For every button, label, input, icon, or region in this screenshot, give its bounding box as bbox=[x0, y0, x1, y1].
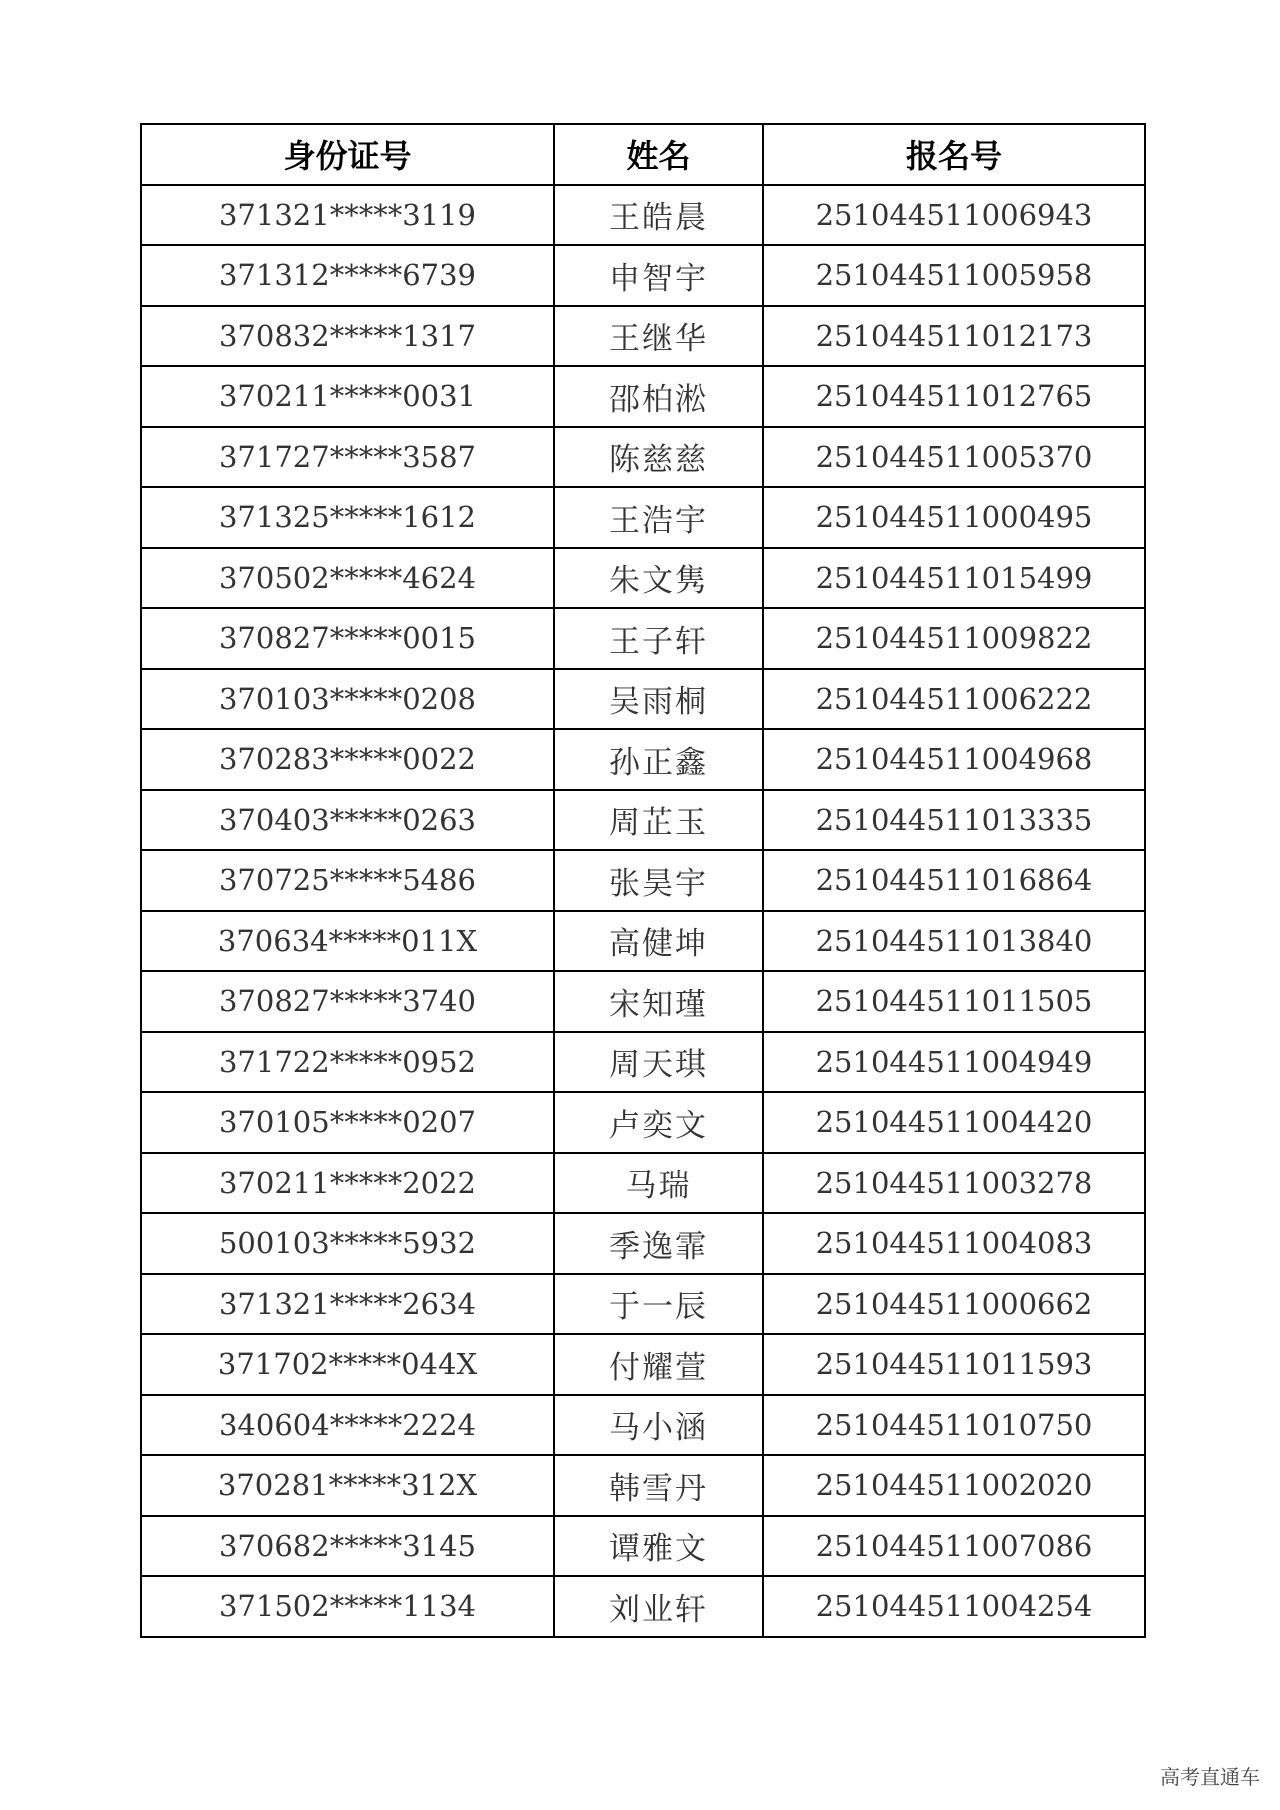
registration-number-cell: 251044511005958 bbox=[763, 245, 1145, 306]
id-number-cell: 371722*****0952 bbox=[141, 1032, 554, 1093]
registration-number-cell: 251044511005370 bbox=[763, 427, 1145, 488]
roster-table bbox=[140, 123, 1146, 1638]
registration-number-cell: 251044511016864 bbox=[763, 850, 1145, 911]
table-row bbox=[141, 487, 1145, 548]
table-row bbox=[141, 366, 1145, 427]
registration-number-cell: 251044511012765 bbox=[763, 366, 1145, 427]
id-number-cell: 371321*****2634 bbox=[141, 1274, 554, 1335]
registration-number-cell: 251044511004083 bbox=[763, 1213, 1145, 1274]
table-row bbox=[141, 1213, 1145, 1274]
table-row bbox=[141, 608, 1145, 669]
table-row bbox=[141, 1092, 1145, 1153]
id-number-cell: 340604*****2224 bbox=[141, 1395, 554, 1456]
name-cell: 周芷玉 bbox=[554, 790, 763, 851]
id-number-cell: 371325*****1612 bbox=[141, 487, 554, 548]
id-number-cell: 370103*****0208 bbox=[141, 669, 554, 730]
registration-number-cell: 251044511007086 bbox=[763, 1516, 1145, 1577]
name-cell: 王皓晨 bbox=[554, 185, 763, 246]
id-number-cell: 371312*****6739 bbox=[141, 245, 554, 306]
table-body bbox=[141, 185, 1145, 1637]
registration-number-cell: 251044511004420 bbox=[763, 1092, 1145, 1153]
registration-number-cell: 251044511004949 bbox=[763, 1032, 1145, 1093]
name-cell: 王浩宇 bbox=[554, 487, 763, 548]
table-row bbox=[141, 1153, 1145, 1214]
registration-number-cell: 251044511010750 bbox=[763, 1395, 1145, 1456]
header-id-number: 身份证号 bbox=[141, 124, 554, 185]
registration-number-cell: 251044511011505 bbox=[763, 971, 1145, 1032]
table-row bbox=[141, 1455, 1145, 1516]
registration-number-cell: 251044511000662 bbox=[763, 1274, 1145, 1335]
id-number-cell: 370502*****4624 bbox=[141, 548, 554, 609]
registration-number-cell: 251044511004254 bbox=[763, 1576, 1145, 1637]
registration-number-cell: 251044511009822 bbox=[763, 608, 1145, 669]
name-cell: 刘业轩 bbox=[554, 1576, 763, 1637]
table-row bbox=[141, 1516, 1145, 1577]
id-number-cell: 371727*****3587 bbox=[141, 427, 554, 488]
table-row bbox=[141, 1032, 1145, 1093]
name-cell: 谭雅文 bbox=[554, 1516, 763, 1577]
name-cell: 宋知瑾 bbox=[554, 971, 763, 1032]
table-row bbox=[141, 850, 1145, 911]
id-number-cell: 370105*****0207 bbox=[141, 1092, 554, 1153]
table-row bbox=[141, 1576, 1145, 1637]
id-number-cell: 370827*****3740 bbox=[141, 971, 554, 1032]
registration-number-cell: 251044511013335 bbox=[763, 790, 1145, 851]
name-cell: 邵柏淞 bbox=[554, 366, 763, 427]
name-cell: 马小涵 bbox=[554, 1395, 763, 1456]
name-cell: 王继华 bbox=[554, 306, 763, 367]
table-header bbox=[141, 124, 1145, 185]
name-cell: 马瑞 bbox=[554, 1153, 763, 1214]
name-cell: 张昊宇 bbox=[554, 850, 763, 911]
table-row bbox=[141, 306, 1145, 367]
id-number-cell: 500103*****5932 bbox=[141, 1213, 554, 1274]
id-number-cell: 370634*****011X bbox=[141, 911, 554, 972]
id-number-cell: 370403*****0263 bbox=[141, 790, 554, 851]
name-cell: 于一辰 bbox=[554, 1274, 763, 1335]
table-row bbox=[141, 1274, 1145, 1335]
name-cell: 周天琪 bbox=[554, 1032, 763, 1093]
id-number-cell: 370211*****0031 bbox=[141, 366, 554, 427]
table-row bbox=[141, 548, 1145, 609]
registration-number-cell: 251044511002020 bbox=[763, 1455, 1145, 1516]
table-row bbox=[141, 911, 1145, 972]
registration-number-cell: 251044511003278 bbox=[763, 1153, 1145, 1214]
id-number-cell: 371702*****044X bbox=[141, 1334, 554, 1395]
id-number-cell: 370283*****0022 bbox=[141, 729, 554, 790]
registration-number-cell: 251044511011593 bbox=[763, 1334, 1145, 1395]
table-row bbox=[141, 1395, 1145, 1456]
id-number-cell: 370832*****1317 bbox=[141, 306, 554, 367]
table-row bbox=[141, 427, 1145, 488]
header-row bbox=[141, 124, 1145, 185]
id-number-cell: 370725*****5486 bbox=[141, 850, 554, 911]
name-cell: 韩雪丹 bbox=[554, 1455, 763, 1516]
table-row bbox=[141, 790, 1145, 851]
name-cell: 陈慈慈 bbox=[554, 427, 763, 488]
registration-number-cell: 251044511012173 bbox=[763, 306, 1145, 367]
id-number-cell: 371321*****3119 bbox=[141, 185, 554, 246]
registration-number-cell: 251044511013840 bbox=[763, 911, 1145, 972]
registration-number-cell: 251044511006943 bbox=[763, 185, 1145, 246]
table-row bbox=[141, 1334, 1145, 1395]
name-cell: 朱文隽 bbox=[554, 548, 763, 609]
name-cell: 孙正鑫 bbox=[554, 729, 763, 790]
table-row bbox=[141, 185, 1145, 246]
table-row bbox=[141, 729, 1145, 790]
name-cell: 申智宇 bbox=[554, 245, 763, 306]
registration-number-cell: 251044511000495 bbox=[763, 487, 1145, 548]
id-number-cell: 370281*****312X bbox=[141, 1455, 554, 1516]
registration-number-cell: 251044511006222 bbox=[763, 669, 1145, 730]
table-row bbox=[141, 669, 1145, 730]
name-cell: 季逸霏 bbox=[554, 1213, 763, 1274]
name-cell: 吴雨桐 bbox=[554, 669, 763, 730]
id-number-cell: 370211*****2022 bbox=[141, 1153, 554, 1214]
registration-number-cell: 251044511015499 bbox=[763, 548, 1145, 609]
name-cell: 卢奕文 bbox=[554, 1092, 763, 1153]
header-registration-number: 报名号 bbox=[763, 124, 1145, 185]
id-number-cell: 370682*****3145 bbox=[141, 1516, 554, 1577]
header-name: 姓名 bbox=[554, 124, 763, 185]
table-row bbox=[141, 971, 1145, 1032]
table-row bbox=[141, 245, 1145, 306]
id-number-cell: 371502*****1134 bbox=[141, 1576, 554, 1637]
watermark-label: 高考直通车 bbox=[1160, 1765, 1260, 1789]
registration-number-cell: 251044511004968 bbox=[763, 729, 1145, 790]
id-number-cell: 370827*****0015 bbox=[141, 608, 554, 669]
name-cell: 高健坤 bbox=[554, 911, 763, 972]
name-cell: 付耀萱 bbox=[554, 1334, 763, 1395]
name-cell: 王子轩 bbox=[554, 608, 763, 669]
